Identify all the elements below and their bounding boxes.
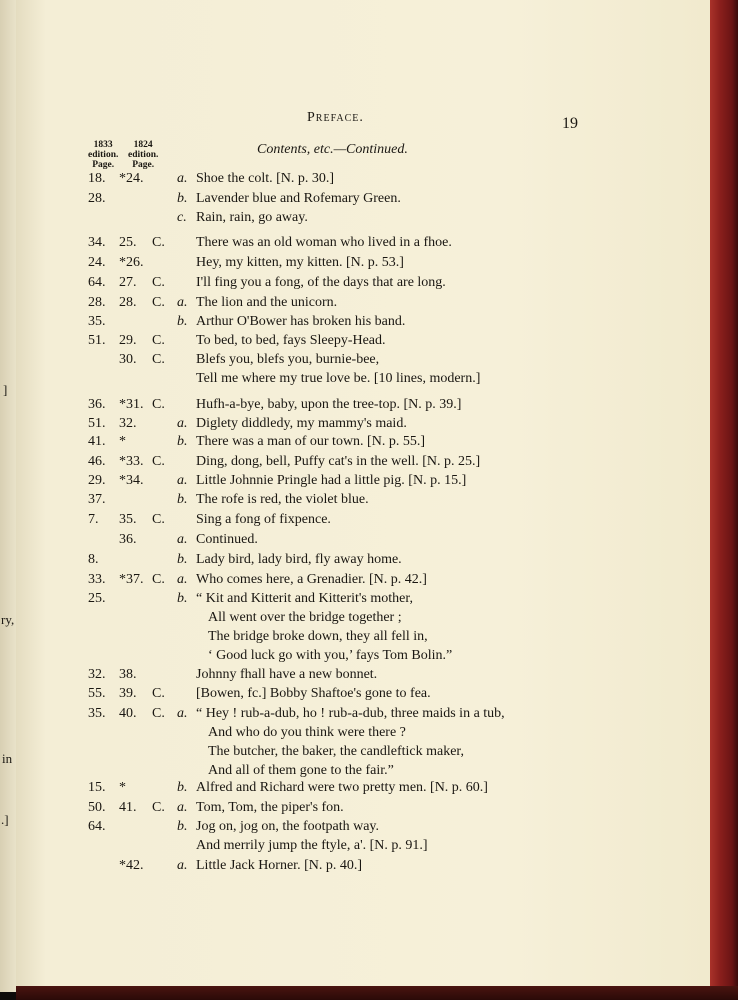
entry-text: There was an old woman who lived in a fhoe. [196,235,452,250]
item-letter: a. [177,473,188,488]
entry-text: Little Johnnie Pringle had a little pig. [N. p. 15.] [196,473,467,488]
margin-mark: .] [1,812,9,827]
page-1833: 28. [88,295,106,310]
item-letter: b. [177,191,188,206]
page-1833: 41. [88,434,106,449]
page-1833: 28. [88,191,106,206]
column-heading-1833: 1833 edition. Page. [88,140,119,170]
page-1824: 29. [119,333,137,348]
item-letter: b. [177,314,188,329]
entry-text: Rain, rain, go away. [196,210,308,225]
page-1833: 25. [88,591,106,606]
page-bottom-edge [16,986,738,1000]
page-1824: * [119,434,126,449]
item-letter: b. [177,591,188,606]
item-letter: b. [177,492,188,507]
page-1824: 27. [119,275,137,290]
entry-text: Lady bird, lady bird, fly away home. [196,552,402,567]
page-1833: 37. [88,492,106,507]
entry-text: Continued. [196,532,258,547]
entry-text: [Bowen, fc.] Bobby Shaftoe's gone to fea. [196,686,431,701]
page-1824: 30. [119,352,137,367]
page-1833: 33. [88,572,106,587]
entry-text: The butcher, the baker, the candleftick maker, [208,744,465,759]
entry-text: Tom, Tom, the piper's fon. [196,800,344,815]
item-letter: a. [177,800,188,815]
entry-text: All went over the bridge together ; [208,610,402,625]
item-letter: b. [177,819,188,834]
margin-mark: ] [3,382,8,397]
entry-text: Jog on, jog on, the footpath way. [196,819,380,834]
entry-text: The bridge broke down, they all fell in, [208,629,428,644]
page-1824: *31. [119,397,144,412]
page-1833: 64. [88,819,106,834]
page-1833: 15. [88,780,106,795]
page-1833: 51. [88,333,106,348]
entry-text: To bed, to bed, fays Sleepy-Head. [196,333,386,348]
item-letter: a. [177,572,188,587]
page-1824: 32. [119,416,137,431]
item-letter: b. [177,552,188,567]
entry-text: “ Kit and Kitterit and Kitterit's mother, [196,591,413,606]
margin-mark: ry, [1,612,15,627]
entry-text: Hufh-a-bye, baby, upon the tree-top. [N. p. 39.] [196,397,462,412]
red-binding [710,0,738,1000]
page-1824: * [119,780,126,795]
margin-mark: in [2,751,13,766]
page-1824: 39. [119,686,137,701]
page-1833: 51. [88,416,106,431]
entry-text: The rofe is red, the violet blue. [196,492,369,507]
page-1833: 50. [88,800,106,815]
collection-mark: C. [152,295,165,310]
collection-mark: C. [152,512,165,527]
page-1824: *42. [119,858,144,873]
page-1833: 35. [88,314,106,329]
entry-text: Johnny fhall have a new bonnet. [196,667,378,682]
previous-page-edge [0,0,16,992]
collection-mark: C. [152,800,165,815]
entry-text: Alfred and Richard were two pretty men. [N. p. 60.] [196,780,488,795]
page-1833: 34. [88,235,106,250]
page-1824: 35. [119,512,137,527]
item-letter: a. [177,295,188,310]
collection-mark: C. [152,275,165,290]
collection-mark: C. [152,235,165,250]
page-1824: *37. [119,572,144,587]
page-1833: 64. [88,275,106,290]
entry-text: Shoe the colt. [N. p. 30.] [196,171,335,186]
page-1833: 36. [88,397,106,412]
item-letter: a. [177,171,188,186]
page-1833: 55. [88,686,106,701]
column-heading-1824: 1824 edition. Page. [128,140,159,170]
entry-text: And who do you think were there ? [208,725,406,740]
entry-text: Who comes here, a Grenadier. [N. p. 42.] [196,572,427,587]
running-title: Preface. [307,110,364,125]
page-1824: 41. [119,800,137,815]
item-letter: b. [177,780,188,795]
item-letter: c. [177,210,187,225]
collection-mark: C. [152,352,165,367]
item-letter: a. [177,532,188,547]
entry-text: And merrily jump the ftyle, a'. [N. p. 91.] [196,838,428,853]
entry-text: I'll fing you a fong, of the days that are long. [196,275,446,290]
entry-text: The lion and the unicorn. [196,295,338,310]
page-1824: 36. [119,532,137,547]
item-letter: a. [177,858,188,873]
page-1824: 28. [119,295,137,310]
page-1833: 7. [88,512,99,527]
collection-mark: C. [152,397,165,412]
entry-text: Little Jack Horner. [N. p. 40.] [196,858,363,873]
entry-text: Arthur O'Bower has broken his band. [196,314,406,329]
entry-text: ‘ Good luck go with you,’ fays Tom Bolin.” [208,648,453,663]
item-letter: a. [177,416,188,431]
contents-title: Contents, etc.—Continued. [257,142,408,157]
page-1833: 46. [88,454,106,469]
collection-mark: C. [152,572,165,587]
entry-text: Hey, my kitten, my kitten. [N. p. 53.] [196,255,404,270]
entry-text: Diglety diddledy, my mammy's maid. [196,416,407,431]
item-letter: a. [177,706,188,721]
collection-mark: C. [152,454,165,469]
entry-text: Ding, dong, bell, Puffy cat's in the well. [N. p. 25.] [196,454,481,469]
page-1824: *33. [119,454,144,469]
item-letter: b. [177,434,188,449]
page-1824: 40. [119,706,137,721]
page-1824: *24. [119,171,144,186]
page-1824: *26. [119,255,144,270]
entry-text: Blefs you, blefs you, burnie-bee, [196,352,380,367]
entry-text: “ Hey ! rub-a-dub, ho ! rub-a-dub, three maids in a tub, [196,706,505,721]
collection-mark: C. [152,333,165,348]
page-1824: 38. [119,667,137,682]
page-number: 19 [562,115,578,132]
page-1833: 29. [88,473,106,488]
page-1833: 8. [88,552,99,567]
page-1833: 32. [88,667,106,682]
entry-text: Lavender blue and Rofemary Green. [196,191,401,206]
page-1833: 24. [88,255,106,270]
page-1833: 35. [88,706,106,721]
entry-text: Tell me where my true love be. [10 lines, modern.] [196,371,481,386]
collection-mark: C. [152,706,165,721]
collection-mark: C. [152,686,165,701]
entry-text: Sing a fong of fixpence. [196,512,331,527]
entry-text: And all of them gone to the fair.” [208,763,394,778]
page-1824: *34. [119,473,144,488]
page-1824: 25. [119,235,137,250]
page-1833: 18. [88,171,106,186]
entry-text: There was a man of our town. [N. p. 55.] [196,434,425,449]
